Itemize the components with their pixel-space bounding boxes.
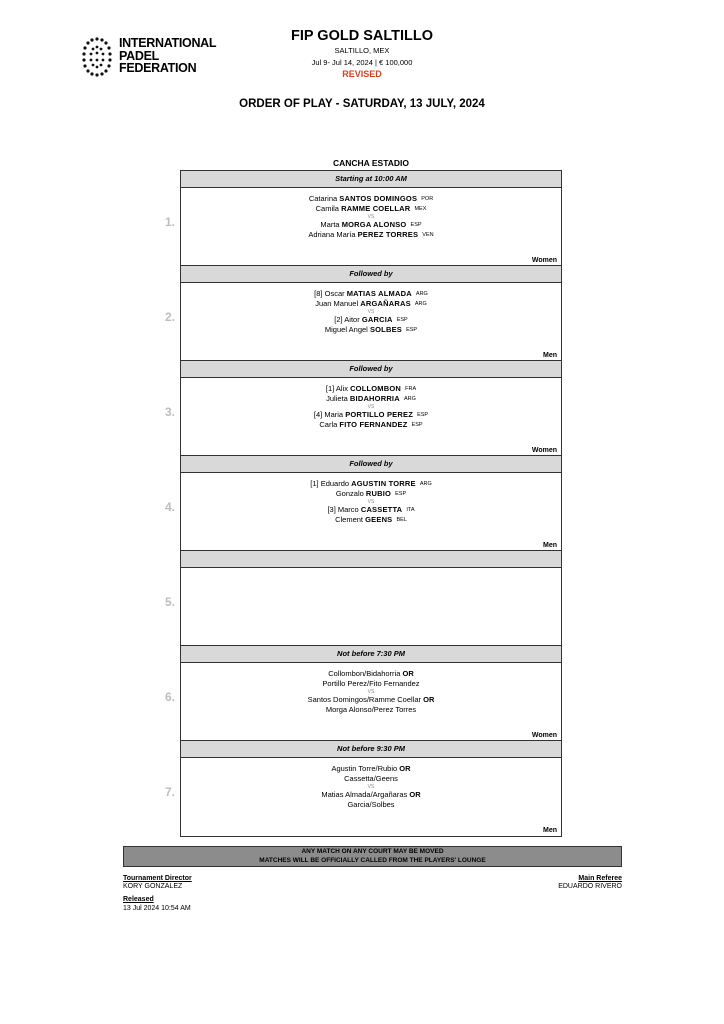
player-nationality: FRA [405,386,417,392]
vs-label: VS [367,499,375,505]
pair-line [181,764,561,774]
match-slot [181,266,561,361]
revised-badge: REVISED [342,69,382,79]
referee-block [558,875,622,890]
player-line [181,299,561,309]
player-first-name: Marta [320,220,340,229]
player-first-name: Alix [335,384,348,393]
match-number: 3. [165,405,176,419]
pair-names: Garcia/Solbes [347,800,395,809]
match-body [181,188,561,265]
pair-names: Collombon/Bidahorria [328,669,401,678]
match-slot [181,456,561,551]
tournament-title: FIP GOLD SALTILLO [290,28,434,44]
player-last-name: CASSETTA [360,505,403,514]
player-line [181,230,561,240]
referee-name: EDUARDO RIVERO [558,883,622,890]
player-seed: [1] [325,384,335,393]
match-slot [181,171,561,266]
pair-names: Portillo Perez/Fito Fernandez [322,679,420,688]
match-slot [181,361,561,456]
player-nationality: ARG [415,291,428,297]
player-first-name: Marco [337,505,359,514]
player-first-name: Eduardo [320,479,350,488]
vs-label: VS [367,309,375,315]
order-of-play-title: ORDER OF PLAY - SATURDAY, 13 JULY, 2024 [239,98,485,110]
pair-line [181,774,561,784]
player-first-name: Aitor [344,315,360,324]
match-category: Women [531,732,557,739]
match-category: Men [543,542,557,549]
player-nationality: ESP [396,317,408,323]
player-last-name: ARGAÑARAS [360,299,411,308]
match-category: Women [531,257,557,264]
player-first-name: Clement [335,515,364,524]
tournament-dates: Jul 9- Jul 14, 2024 | € 100,000 [311,58,413,67]
player-last-name: GARCIA [361,315,393,324]
fip-logo [80,33,217,83]
or-label: OR [409,790,421,799]
match-number: 2. [165,310,176,324]
padel-ball-icon [80,33,114,81]
logo-line: INTERNATIONAL [119,36,217,50]
player-first-name: Gonzalo [335,489,364,498]
vs-label: VS [367,689,375,695]
player-line [181,194,561,204]
match-body [181,473,561,550]
match-players [181,378,561,430]
court-name: CANCHA ESTADIO [332,158,410,168]
player-last-name: COLLOMBON [350,384,402,393]
player-line [181,410,561,420]
pair-line [181,679,561,689]
logo-line: PADEL [119,48,159,63]
vs-label: VS [367,404,375,410]
pair-names: Agustin Torre/Rubio [331,764,398,773]
player-line [181,420,561,430]
match-time-header: Starting at 10:00 AM [181,171,561,188]
match-players [181,473,561,525]
notice-line: MATCHES WILL BE OFFICIALLY CALLED FROM THE PLAYERS' LOUNGE [259,856,486,864]
player-last-name: AGUSTIN TORRE [351,479,416,488]
player-last-name: PORTILLO PEREZ [345,410,413,419]
pair-line [181,695,561,705]
player-nationality: ESP [395,491,407,497]
player-nationality: ESP [417,412,429,418]
player-first-name: Miguel Angel [324,325,368,334]
player-nationality: ESP [411,422,423,428]
player-last-name: FITO FERNANDEZ [339,420,408,429]
pair-names: Cassetta/Geens [344,774,398,783]
player-last-name: GEENS [365,515,393,524]
player-last-name: MATIAS ALMADA [346,289,412,298]
schedule-grid [180,170,562,837]
match-body [181,568,561,645]
player-nationality: BEL [396,517,407,523]
player-seed: [1] [310,479,319,488]
player-line [181,515,561,525]
notice-box [123,846,622,867]
player-nationality: ITA [406,507,415,513]
player-last-name: SOLBES [369,325,402,334]
vs-label: VS [367,784,375,790]
player-last-name: SANTOS DOMINGOS [339,194,418,203]
match-number: 6. [165,690,176,704]
released-time: 13 Jul 2024 10:54 AM [123,905,191,912]
match-players [181,283,561,335]
pair-names: Morga Alonso/Perez Torres [325,705,417,714]
player-first-name: Julieta [326,394,348,403]
player-nationality: ESP [406,327,418,333]
player-seed: [2] [334,315,343,324]
player-line [181,220,561,230]
player-nationality: MEX [414,206,427,212]
match-players [181,758,561,810]
vs-label: VS [367,214,375,220]
logo-text [119,37,216,75]
player-first-name: Camila [315,204,339,213]
director-name: KORY GONZALEZ [123,883,183,890]
match-time-header: Followed by [181,456,561,473]
match-category: Women [531,447,557,454]
match-number: 4. [165,500,176,514]
released-label: Released [123,896,154,903]
player-line [181,479,561,489]
player-line [181,315,561,325]
director-block [123,875,192,912]
match-slot [181,551,561,646]
player-first-name: Catarina [308,194,338,203]
tournament-header [262,28,462,79]
pair-line [181,669,561,679]
player-last-name: MORGA ALONSO [341,220,407,229]
match-number: 5. [165,595,176,609]
match-time-header: Not before 9:30 PM [181,741,561,758]
match-slot [181,741,561,836]
match-category: Men [543,827,557,834]
player-line [181,325,561,335]
logo-line: FEDERATION [119,61,197,75]
player-seed: [8] [314,289,323,298]
or-label: OR [402,669,414,678]
pair-names: Matias Almada/Argañaras [321,790,408,799]
player-first-name: Maria [324,410,344,419]
player-line [181,204,561,214]
player-last-name: RAMME COELLAR [341,204,411,213]
player-nationality: ARG [414,301,427,307]
player-seed: [3] [327,505,336,514]
match-body [181,378,561,455]
match-time-header: Followed by [181,361,561,378]
player-first-name: Carla [319,420,338,429]
player-last-name: BIDAHORRIA [349,394,400,403]
director-label: Tournament Director [123,875,192,882]
tournament-city: SALTILLO, MEX [334,46,390,55]
player-first-name: Adriana María [308,230,356,239]
notice-line: ANY MATCH ON ANY COURT MAY BE MOVED [301,848,444,855]
or-label: OR [423,695,435,704]
player-nationality: ARG [419,481,432,487]
match-body [181,663,561,740]
pair-line [181,800,561,810]
player-nationality: ESP [410,222,422,228]
player-nationality: VEN [422,232,434,238]
referee-label: Main Referee [578,875,622,882]
player-nationality: ARG [403,396,416,402]
match-body [181,758,561,835]
match-time-header: Followed by [181,266,561,283]
player-first-name: Juan Manuel [315,299,359,308]
match-players [181,568,561,574]
match-slot [181,646,561,741]
match-category: Men [543,352,557,359]
match-time-header: Not before 7:30 PM [181,646,561,663]
player-last-name: RUBIO [365,489,392,498]
pair-line [181,790,561,800]
pair-line [181,705,561,715]
player-line [181,384,561,394]
match-number: 7. [165,785,176,799]
player-line [181,505,561,515]
player-seed: [4] [313,410,323,419]
player-last-name: PEREZ TORRES [357,230,419,239]
player-line [181,489,561,499]
player-line [181,289,561,299]
match-players [181,188,561,240]
player-line [181,394,561,404]
player-nationality: POR [421,196,434,202]
match-body [181,283,561,360]
match-time-header [181,551,561,568]
pair-names: Santos Domingos/Ramme Coellar [307,695,422,704]
player-first-name: Oscar [324,289,345,298]
or-label: OR [399,764,411,773]
match-players [181,663,561,715]
match-number: 1. [165,215,176,229]
